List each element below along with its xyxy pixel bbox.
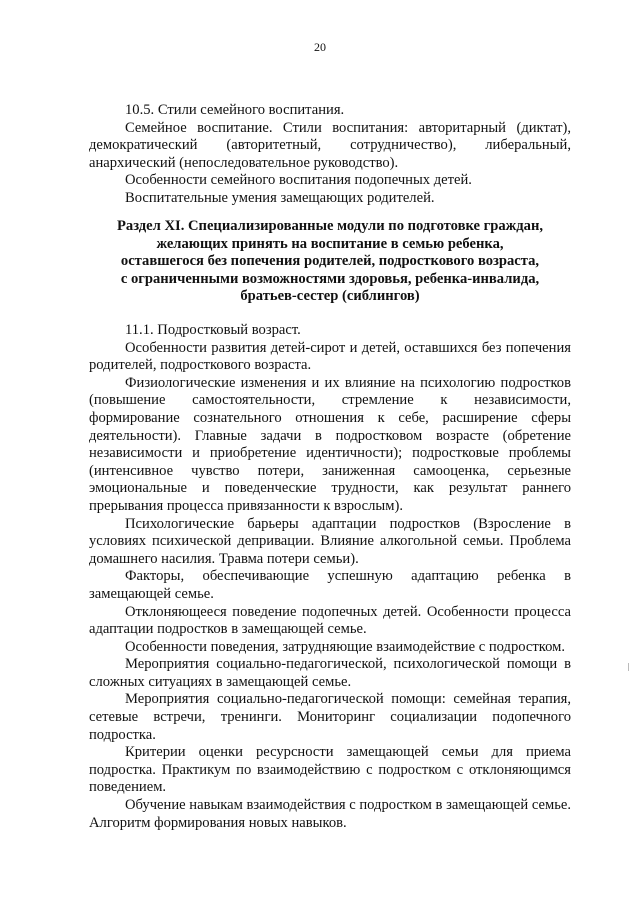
section-heading-line: желающих принять на воспитание в семью ребенка,: [156, 235, 504, 252]
paragraph: Мероприятия социально-педагогической помощи: семейная терапия, сетевые встречи, тренинги. Мониторинг социализации подопечного подростка.: [89, 691, 571, 743]
section-heading-line: с ограниченными возможностями здоровья, ребенка-инвалида,: [120, 270, 540, 287]
paragraph: Воспитательные умения замещающих родителей.: [125, 189, 435, 206]
section-heading-line: оставшегося без попечения родителей, подросткового возраста,: [120, 253, 540, 270]
section-xi-heading: [89, 218, 571, 306]
section-11-1-block: [89, 322, 571, 832]
subsection-heading-10-5: 10.5. Стили семейного воспитания.: [125, 102, 345, 118]
paragraph: Особенности поведения, затрудняющие взаимодействие с подростком.: [125, 638, 566, 655]
paragraph: Физиологические изменения и их влияние на психологию подростков (повышение самостоятельности, стремление к независимости, формирование сознательного отношения к себе, расширение сферы деятельности). Главные задачи в подростковом возрасте (обретение независимости и приобретение идентичности); подростковые проблемы (интенсивное чувство потери, заниженная самооценка, серьезные эмоциональные и поведенческие трудности, как результат раннего прерывания процесса привязанности к взрослым).: [89, 374, 571, 514]
paragraph: Особенности семейного воспитания подопечных детей.: [125, 172, 472, 189]
page-number: 20: [314, 40, 326, 54]
paragraph: Факторы, обеспечивающие успешную адаптацию ребенка в замещающей семье.: [89, 568, 571, 602]
paragraph: Психологические барьеры адаптации подростков (Взросление в условиях психической депривации. Влияние алкогольной семьи. Проблема домашнего насилия. Травма потери семьи).: [89, 515, 571, 567]
paragraph: Семейное воспитание. Стили воспитания: авторитарный (диктат), демократический (авторитетный, сотрудничество), либеральный, анархический (непоследовательное руководство).: [89, 119, 571, 171]
section-heading-line: Раздел XI. Специализированные модули по подготовке граждан,: [116, 218, 544, 234]
paragraph: Отклоняющееся поведение подопечных детей. Особенности процесса адаптации подростков в замещающей семье.: [89, 603, 571, 638]
section-heading-line: братьев-сестер (сиблингов): [240, 288, 420, 305]
paragraph: Обучение навыкам взаимодействия с подростком в замещающей семье. Алгоритм формирования новых навыков.: [89, 797, 571, 831]
section-10-5-block: [89, 102, 571, 208]
paragraph: Особенности развития детей-сирот и детей, оставшихся без попечения родителей, подросткового возраста.: [89, 339, 571, 374]
subsection-heading-11-1: 11.1. Подростковый возраст.: [125, 322, 301, 338]
scan-margin-mark: [628, 663, 629, 671]
paragraph: Критерии оценки ресурсности замещающей семьи для приема подростка. Практикум по взаимодействию с подростком с отклоняющимся поведением.: [89, 744, 571, 796]
paragraph: Мероприятия социально-педагогической, психологической помощи в сложных ситуациях в замещающей семье.: [89, 656, 571, 690]
